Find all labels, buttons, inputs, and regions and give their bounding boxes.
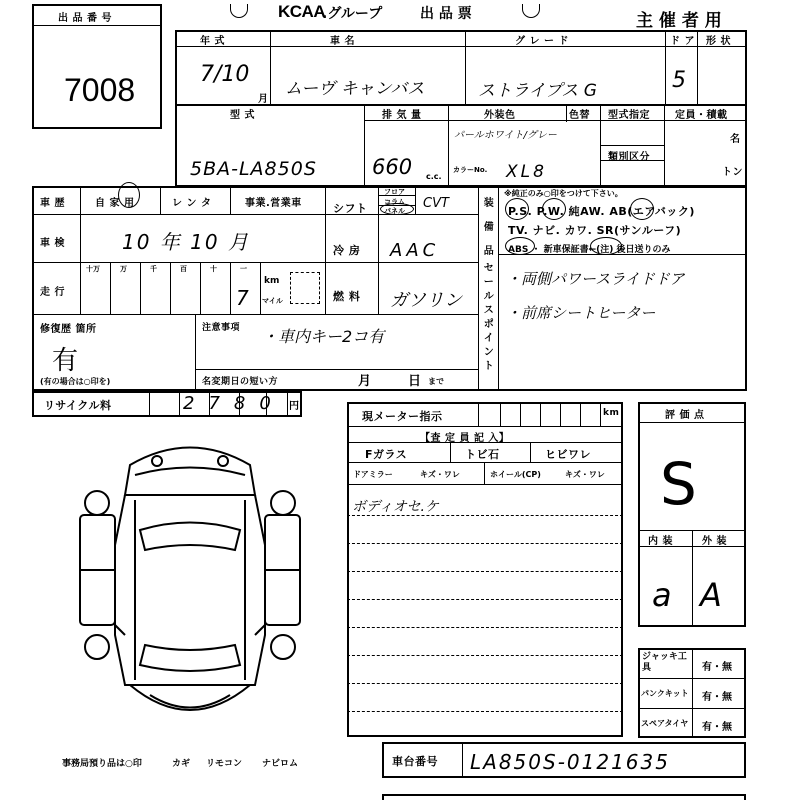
repair-note: (有の場合は○印を): [40, 377, 111, 386]
type-designation-label: 型式指定: [608, 110, 650, 121]
mileage-value: 7: [236, 286, 249, 310]
exterior-label: 外 装: [702, 536, 727, 547]
year-value: 7/10: [200, 62, 250, 87]
recycle-label: リサイクル料: [44, 399, 112, 412]
capacity-unit-ton: トン: [722, 167, 743, 178]
panel-circle: [380, 203, 414, 215]
floor-label: フロア: [384, 188, 405, 196]
fuel-label: 燃 料: [333, 290, 361, 303]
sales-points-label: セ ー ル ス ポ イ ン ト: [483, 263, 495, 372]
lot-number-label: 出 品 番 号: [58, 13, 112, 24]
recycle-value: 2780: [183, 393, 285, 414]
equipment-line1: P.S. P.W. 純AW. AB(エアバック): [508, 205, 695, 218]
mile-label: マイル: [262, 297, 283, 305]
expiry-label: 名変期日の短い方: [202, 377, 279, 387]
repair-value: 有: [52, 346, 79, 376]
panel-label: パネル: [384, 207, 405, 215]
mirror-damage-label: キズ・ワレ: [420, 470, 460, 479]
wheel-damage-label: キズ・ワレ: [565, 470, 605, 479]
meter-label: 現メーター指示: [362, 410, 443, 423]
doors-label: ド ア: [670, 36, 695, 47]
digit-label: 一: [240, 265, 247, 273]
business-label: 事業.営業車: [245, 198, 302, 209]
expiry-until: まで: [428, 377, 444, 386]
punch-hole-left: [230, 4, 248, 18]
entry-label: 【査 定 員 記 入】: [420, 433, 510, 444]
digit-label: 十: [210, 265, 217, 273]
glass-label: Fガラス: [365, 448, 408, 461]
fuel-value: ガソリン: [390, 290, 462, 311]
displacement-label: 排 気 量: [382, 110, 422, 121]
grade-value: ストライプス G: [478, 81, 597, 101]
abs-circle: [505, 237, 535, 255]
key-label: カギ: [172, 759, 191, 769]
exterior-color-label: 外装色: [484, 110, 516, 121]
notes-value: ・車内キー2コ有: [262, 327, 385, 346]
interior-value: a: [652, 576, 672, 614]
ac-value: AAC: [390, 240, 440, 261]
digit-label: 百: [180, 265, 187, 273]
lot-number: 7008: [64, 72, 136, 108]
rental-label: レ ン タ: [172, 198, 212, 209]
type-value: 5BA-LA850S: [190, 158, 317, 180]
grade-label: グ レ ー ド: [515, 36, 569, 47]
mileage-label: 走 行: [40, 287, 65, 298]
model-name-label: 車 名: [330, 36, 355, 47]
puncture-label: パンクキット: [641, 689, 689, 698]
exterior-value: A: [700, 576, 722, 614]
expiry-day: 日: [408, 374, 422, 389]
wheel-label: ホイール(CP): [490, 470, 541, 479]
category-label: 類別区分: [608, 152, 650, 163]
navi-label: ナビロム: [262, 759, 299, 769]
expiry-month: 月: [358, 374, 372, 389]
grade-label: 評 価 点: [665, 410, 705, 421]
crack-label: ヒビワレ: [545, 448, 591, 461]
inspection-value: 10 年 10 月: [122, 230, 250, 254]
chassis-label: 車台番号: [392, 755, 438, 768]
ps-circle: [505, 198, 529, 220]
repair-label: 修復歴 箇所: [40, 324, 97, 335]
shift-label: シフト: [333, 202, 368, 215]
pw-circle: [542, 198, 566, 220]
equipment-label: 装 備 品: [483, 198, 495, 257]
inspector-comment: ボディオセ.ケ: [352, 499, 439, 515]
notes-label: 注意事項: [202, 323, 241, 333]
equipment-line3: ABS ・ 新車保証書←(注) 後日送りのみ: [508, 245, 671, 255]
title-group: .グループ: [322, 6, 383, 22]
digit-label: 十万: [86, 265, 100, 273]
interior-label: 内 装: [648, 536, 673, 547]
lot-number-box: [32, 4, 162, 129]
organizer-label: 主 催 者 用: [636, 11, 722, 31]
punch-hole-right: [522, 4, 540, 18]
month-unit: 月: [258, 94, 268, 105]
year-label: 年 式: [200, 36, 225, 47]
private-circle: [118, 182, 140, 208]
digit-label: 千: [150, 265, 157, 273]
jack-label: ジャッキ工具: [642, 652, 687, 673]
grade-score: S: [660, 450, 697, 518]
meter-km: km: [603, 408, 620, 418]
spare-choice: 有・無: [702, 722, 732, 733]
color-change-label: 色替: [569, 110, 590, 121]
equipment-line2: TV. ナビ. カワ. SR(サンルーフ): [508, 224, 682, 237]
kcaa-logo: KCAA: [278, 2, 326, 21]
doors-value: 5: [672, 68, 686, 93]
color-no-label: カラーNo.: [453, 166, 488, 174]
inspection-label: 車 検: [40, 238, 65, 249]
capacity-unit-people: 名: [730, 134, 741, 145]
history-label: 車 歴: [40, 198, 65, 209]
column-label: コラム: [384, 198, 405, 206]
chip-label: トビ石: [465, 448, 500, 461]
digit-label: 万: [120, 265, 127, 273]
displacement-value: 660: [372, 155, 413, 179]
title-sheet: 出 品 票: [420, 6, 472, 22]
spare-label: スペアタイヤ: [641, 719, 689, 728]
type-label: 型 式: [230, 110, 255, 121]
displacement-unit: c.c.: [426, 172, 442, 181]
puncture-choice: 有・無: [702, 692, 732, 703]
mirror-label: ドアミラー: [353, 470, 393, 479]
warranty-circle: [590, 237, 622, 255]
private-label: 自 家 用: [95, 198, 135, 209]
capacity-label: 定員・積載: [675, 110, 728, 121]
model-name-value: ムーヴ キャンバス: [285, 79, 425, 99]
color-no-value: XL8: [506, 162, 547, 182]
ac-label: 冷 房: [333, 244, 361, 257]
km-label: km: [264, 276, 280, 286]
jack-choice: 有・無: [702, 662, 732, 673]
remote-label: リモコン: [206, 759, 243, 769]
sales-point-1: ・両側パワースライドドア: [506, 270, 685, 288]
chassis-value: LA850S-0121635: [470, 750, 670, 774]
car-diagram: [75, 435, 305, 735]
exterior-color-value: パールホワイト/グレー: [454, 130, 557, 141]
recycle-yen: 円: [289, 401, 300, 412]
sales-point-2: ・前席シートヒーター: [506, 304, 656, 322]
shift-value: CVT: [423, 196, 449, 211]
equipment-note: ※純正のみ○印をつけて下さい。: [504, 189, 623, 198]
deposit-label: 事務局預り品は○印: [62, 759, 142, 769]
body-type-label: 形 状: [706, 36, 731, 47]
ab-circle: [630, 198, 654, 220]
